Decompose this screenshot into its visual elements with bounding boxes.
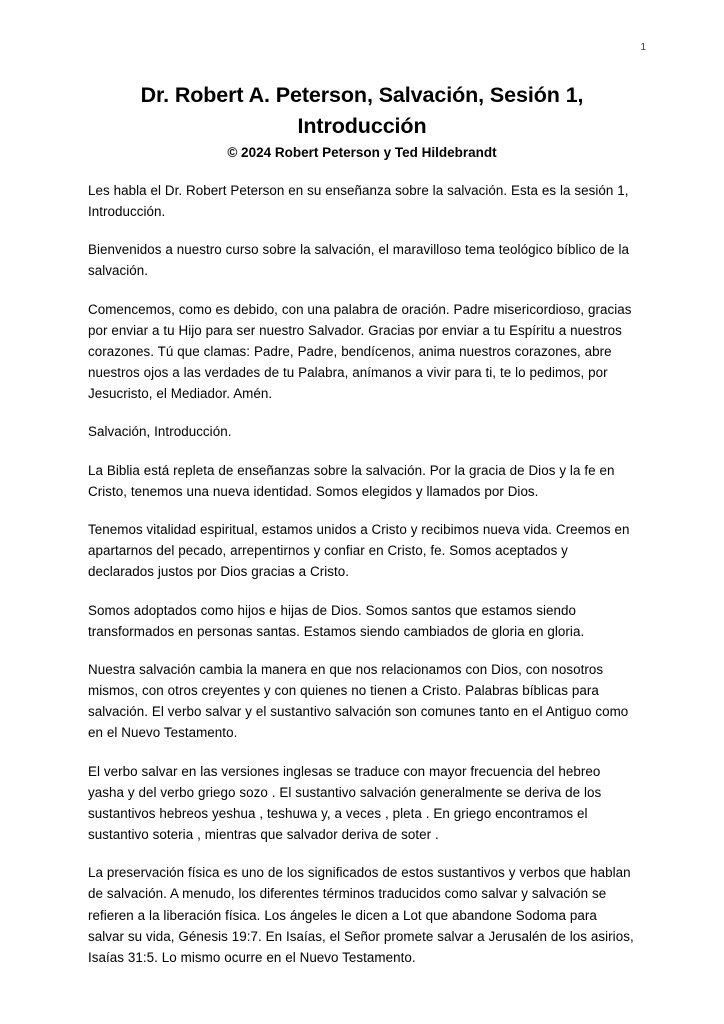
body-paragraph: Somos adoptados como hijos e hijas de Dios. Somos santos que estamos siendo transformados en personas santas. Estamos siendo cambiados de gloria en gloria. (88, 602, 585, 639)
body-paragraph: Comencemos, como es debido, con una palabra de oración. Padre misericordioso, gracias por enviar a tu Hijo para ser nuestro Salvador. Gracias por enviar a tu Espíritu a nuestros corazones. Tú que clamas: Padre, Padre, bendícenos, anima nuestros corazones, abre nuestros ojos a las verdades de tu Palabra, anímanos a vivir para ti, te lo pedimos, por Jesucristo, el Mediador. Amén. (88, 301, 632, 402)
body-paragraph: Bienvenidos a nuestro curso sobre la salvación, el maravilloso tema teológico bíblico de la salvación. (88, 242, 630, 279)
body-paragraph: Tenemos vitalidad espiritual, estamos unidos a Cristo y recibimos nueva vida. Creemos en apartarnos del pecado, arrepentirnos y confiar en Cristo, fe. Somos aceptados y declarados justos por Dios gracias a Cristo. (88, 521, 630, 580)
copyright-line: © 2024 Robert Peterson y Ted Hildebrandt (227, 145, 497, 161)
body-paragraph: Salvación, Introducción. (88, 424, 232, 440)
body-paragraph: Nuestra salvación cambia la manera en que nos relacionamos con Dios, con nosotros mismos, con otros creyentes y con quienes no tienen a Cristo. Palabras bíblicas para salvación. El verbo salvar y el sustantivo salvación son comunes tanto en el Antiguo como en el Nuevo Testamento. (88, 661, 629, 741)
body-paragraph: Les habla el Dr. Robert Peterson en su enseñanza sobre la salvación. Esta es la sesión 1, Introducción. (88, 182, 629, 220)
body-paragraph: El verbo salvar en las versiones inglesas se traduce con mayor frecuencia del hebreo yasha y del verbo griego sozo . El sustantivo salvación generalmente se deriva de los sustantivos hebreos yeshua , teshuwa y, a veces , pleta . En griego encontramos el sustantivo soteria , mientras que salvador deriva de soter . (88, 763, 602, 843)
page-number: 1 (640, 42, 646, 53)
page-title: Dr. Robert A. Peterson, Salvación, Sesión 1, Introducción (140, 83, 584, 138)
body-paragraph: La Biblia está repleta de enseñanzas sobre la salvación. Por la gracia de Dios y la fe en Cristo, tenemos una nueva identidad. Somos elegidos y llamados por Dios. (88, 462, 615, 499)
body-paragraph: La preservación física es uno de los significados de estos sustantivos y verbos que hablan de salvación. A menudo, los diferentes términos traducidos como salvar y salvación se refieren a la liberación física. Los ángeles le dicen a Lot que abandone Sodoma para salvar su vida, Génesis 19:7. En Isaías, el Señor promete salvar a Jerusalén de los asirios, Isaías 31:5. Lo mismo ocurre en el Nuevo Testamento. (88, 865, 634, 965)
